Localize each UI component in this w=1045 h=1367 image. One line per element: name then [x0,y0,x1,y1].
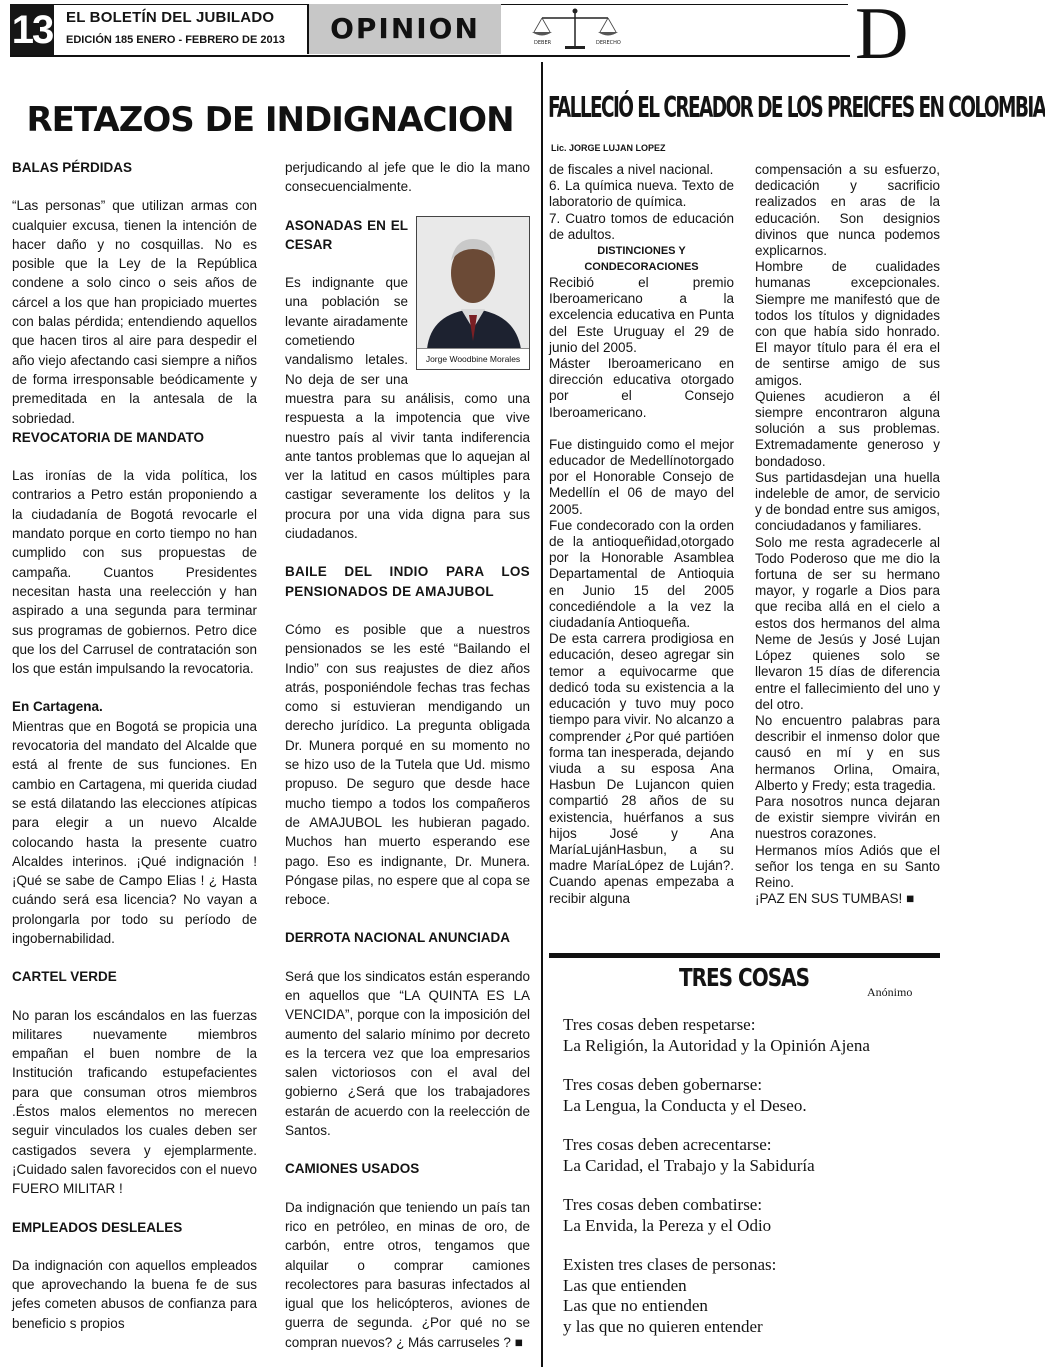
heading-baile: BAILE DEL INDIO PARA LOS PENSIONADOS DE AMAJUBOL [285,564,530,599]
paragraph: Solo me resta agradecerle al Todo Poderoso que me dio la fortuna de ser su hermano mayor, y rogarle a Dios para que reciba allá en el cielo a estos dos hermanos del alma Neme de Jesús y José Lujan López quienes solo se llevaron 15 días de diferencia entre el fallecimiento del uno y del otro. [755,534,940,712]
left-article-title: RETAZOS DE INDIGNACION [26,100,514,140]
tres-cosas-body [563,1015,933,1356]
list-item [563,1015,933,1056]
paragraph: 7. Cuatro tomos de educación de adultos. [549,210,734,242]
line: Las que entienden [563,1275,687,1295]
paragraph: 6. La química nueva. Texto de laboratorio de química. [549,178,734,210]
paragraph: ¡PAZ EN SUS TUMBAS! ■ [755,891,915,907]
heading-balas: BALAS PÉRDIDAS [12,160,133,175]
right-article-column-2 [755,162,940,907]
paragraph-revocatoria: Las ironías de la vida política, los contrarios a Petro están proponiendo a la ciudadanía de Bogotá revocarle el mandato porque en corto tiempo no han cumplido con sus propuestas de campaña. Cuantos Presidentes necesitan hasta una reelección y han aspirado a una segunda para terminar sus programas de gobiernos. Petro dice que los del Carrusel de contratación son los que están impulsando la revocatoria. [12,468,257,677]
paragraph: Hermanos míos Adiós que el señor los tenga en su Santo Reino. [755,842,940,890]
paragraph: No encuentro palabras para describir el inmenso dolor que causó en mí y en sus hermanos Orlina, Omaira, Alberto y Fredy; esta tragedia. [755,712,940,793]
paragraph: Quienes acudieron a él siempre encontraron alguna solución a sus problemas. Extremadamente generoso y bondadoso. [755,388,940,469]
line: La Lengua, la Conducta y el Deseo. [563,1095,807,1115]
paragraph-asonadas: Es indignante que una población se levante airadamente cometiendo vandalismo letales. No deja de ser una muestra para su análisis, como una respuesta a la impotencia que vive nuestro país al vivir tanta indiferencia ante tantos problemas que lo aquejan al ver la latitud en casos múltiples para castigar severamente los delitos y la procura por una vida digna para sus ciudadanos. [285,275,530,542]
right-article-title: FALLECIÓ EL CREADOR DE LOS PREICFES EN COLOMBIA [548,92,1045,125]
line: Existen tres clases de personas: [563,1255,777,1274]
page-header [0,0,945,75]
paragraph-cartel: No paran los escándalos en las fuerzas militares nuevamente miembros empañan el buen nombre de la Institución traficando estupefacientes para que consuman otros miembros .Éstos malos elementos no merecen seguir vinculados los cuales deben ser castigados severa y ejemplarmente. ¡Cuidado salen favorecidos con el nuevo FUERO MILITAR ! [12,1007,257,1197]
paragraph-empleados: Da indignación con aquellos empleados que aprovechando la buena fe de sus jefes cometen abusos de confianza para beneficio s propios [12,1257,257,1331]
subheading: CONDECORACIONES [584,261,699,274]
line: Tres cosas deben acrecentarse: [563,1135,772,1154]
paragraph: Hombre de cualidades humanas excepcionales. Siempre me manifestó que de todos los títulos y dignidades con que había sido honrado. El mayor título para él era el de sentirse amigo de sus amigos. [755,259,940,388]
photo-caption: Jorge Woodbine Morales [417,348,529,369]
line: Tres cosas deben gobernarse: [563,1075,763,1094]
heading-revocatoria: REVOCATORIA DE MANDATO [12,429,205,445]
scale-left-label: DEBER [534,40,552,46]
paragraph: Sus partidasdejan una huella indeleble de amor, de servicio y de bondad entre sus amigos, conciudadanos y familiares. [755,469,940,534]
heading-camiones: CAMIONES USADOS [285,1161,420,1177]
heading-derrota: DERROTA NACIONAL ANUNCIADA [285,930,510,946]
header-bottom-rule [10,55,850,57]
left-article-column-1 [12,158,257,1333]
right-article-column-1 [549,162,734,907]
line: Tres cosas deben respetarse: [563,1015,756,1034]
heading-asonadas: ASONADAS EN EL CESAR [285,217,408,252]
heading-cartagena: En Cartagena. [12,699,103,715]
line: La Envida, la Pereza y el Odio [563,1215,772,1235]
line: La Religión, la Autoridad y la Opinión Ajena [563,1035,870,1055]
paragraph-continuation: perjudicando al jefe que le dio la mano consecuencialmente. [285,160,530,195]
paragraph: compensación a su esfuerzo, dedicación y sacrificio realizados en aras de la educación. Son designios divinos que nunca podemos explicarnos. [755,162,940,259]
paragraph-cartagena: Mientras que en Bogotá se propicia una revocatoria del mandato del Alcalde que está al frente de sus funciones. En cambio en Cartagena, mi querida ciudad se está dilatando las elecciones atípicas para elegir a un nuevo Alcalde colocando hasta la presente cuatro Alcaldes interinos. ¡Qué indignación ! ¡Qué se sabe de Campo Elias ! ¿ Hasta cuándo será esa licencia? No vayan a prolongarla por todo su período de ingobernabilidad. [12,718,257,946]
paragraph-balas: “Las personas” que utilizan armas con cualquier excusa, tienen la intención de hacer daño y no cosquillas. No es posible que la Ley de la República condene a solo cinco o seis años de cárcel a los que han propiciado muertes con balas pérdida; entendiendo aquellos que hacen tiros al aire para despedir el año viejo afectando casi siempre a niños de forma irresponsable beódicamente y premeditada en la antesala de la sobriedad. [12,198,257,426]
paragraph: Fue distinguido como el mejor educador de Medellínotorgado por el Honorable Consejo de Medellín el 06 de mayo del 2005. [549,436,734,517]
paragraph: de fiscales a nivel nacional. [549,162,714,177]
left-article-column-2 [285,158,530,1352]
tres-cosas-author: Anónimo [867,985,913,999]
line: Tres cosas deben combatirse: [563,1195,763,1214]
list-item [563,1195,933,1236]
line: y las que no quieren entender [563,1316,763,1336]
list-item [563,1255,933,1337]
section-divider [549,953,940,958]
heading-empleados: EMPLEADOS DESLEALES [12,1219,183,1235]
heading-cartel: CARTEL VERDE [12,969,117,985]
author-photo [416,216,530,370]
paragraph-derrota: Será que los sindicatos están esperando en aquellos que “LA QUINTA ES LA VENCIDA”, porque con la imposición del aumento del salario mínimo por decreto es la tercera vez que loa empresarios salen victoriosos con el aval del gobierno ¿Será que los trabajadores estarán de acuerdo con la reelección de Santos. [285,968,530,1139]
paragraph: Máster Iberoamericano en dirección educativa otorgado por el Consejo Iberoamericano. [549,356,734,420]
paragraph: De esta carrera prodigiosa en educación, deseo agregar sin temor a equivocarme que dedicó toda su existencia a la educación y tuvo muy poco tiempo para vivir. No alcanzo a comprender ¿Por qué partióen forma tan inesperada, dejando viuda a su esposa Ana Hasbun De Lujancon quien compartió 28 años de su existencia, huérfanos a sus hijos José y Ana MaríaLujánHasbun, a su madre MaríaLópez de Luján?. Cuando apenas empezaba a recibir alguna [549,631,734,906]
line: La Caridad, el Trabajo y la Sabiduría [563,1155,815,1175]
right-article-author: Lic. JORGE LUJAN LOPEZ [551,143,666,153]
author-portrait-icon [417,217,529,349]
list-item [563,1135,933,1176]
tres-cosas-title: TRES COSAS [678,962,810,992]
section-banner [307,4,501,54]
page-number: 13 [10,4,54,56]
section-label: OPINION [330,12,480,45]
subheading: DISTINCIONES Y [597,245,686,258]
paragraph-baile: Cómo es posible que a nuestros pensionados se les esté “Bailando el Indio” con sus reajustes de diez años atrás, posponiéndole fechas tras fechas como si estuvieran mendigando un derecho jurídico. La pregunta obligada Dr. Munera porqué en su momento no se hizo uso de la Tutela que Ud. mismo propuso. De seguro que desde hace mucho tiempo a todos los compañeros de AMAJUBOL les hubieran pagado. Muchos han muerto esperando ese pago. Eso es indignante, Dr. Munera. Póngase pilas, no espere que al copa se reboce. [285,621,530,908]
column-divider [541,62,543,1367]
paragraph-camiones: Da indignación que teniendo un país tan rico en petróleo, en minas de oro, de carbón, entre otros, tengamos que alquilar o comprar camiones recolectores para basuras infectados al igual que los helicópteros, aviones de guerra de segunda. ¿Por qué no se compran nuevos? ¿ Más carruseles ? ■ [285,1199,530,1350]
line: Las que no entienden [563,1296,708,1315]
publication-title: EL BOLETÍN DEL JUBILADO [66,9,275,26]
paragraph: Fue condecorado con la orden de la antioqueñidad,otorgado por la Honorable Asamblea Departamental de Antioquia en Junio 15 del 2005 concediéndole a la vez la ciudadanía Antioqueña. [549,517,734,631]
paragraph: Para nosotros nunca dejaran de existir siempre vivirán en nuestros corazones. [755,793,940,842]
list-item [563,1075,933,1116]
publication-edition: EDICIÓN 185 ENERO - FEBRERO DE 2013 [66,34,285,46]
scale-right-label: DERECHO [596,40,621,46]
paragraph: Recibió el premio Iberoamericano a la excelencia educativa en Punta del Este Uruguay el 29 de junio del 2005. [549,275,734,355]
scale-of-justice-icon [530,6,620,54]
section-initial: D [855,0,909,75]
